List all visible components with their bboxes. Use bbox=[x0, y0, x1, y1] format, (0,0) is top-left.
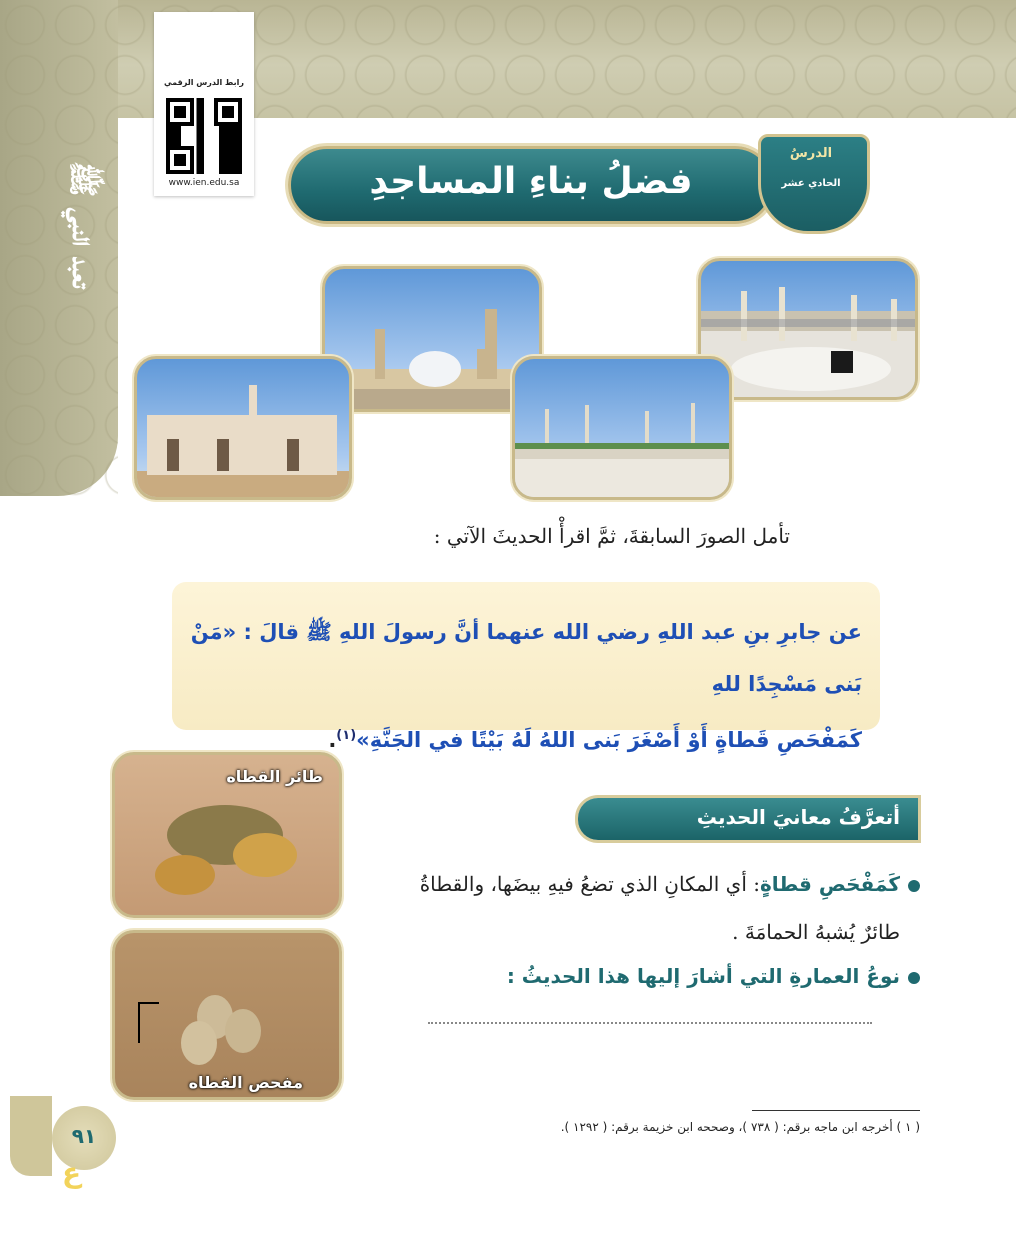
lesson-title: فضلُ بناءِ المساجدِ bbox=[369, 161, 693, 202]
qr-card[interactable] bbox=[154, 12, 254, 196]
section-header bbox=[578, 798, 918, 840]
lesson-badge bbox=[758, 134, 864, 228]
caption-bird: طائر القطاه bbox=[226, 767, 323, 786]
qr-code-icon[interactable] bbox=[166, 98, 242, 174]
header-band bbox=[0, 0, 1016, 118]
list-item bbox=[507, 964, 920, 988]
photo-sandgrouse-nest bbox=[112, 930, 342, 1100]
bullet-icon bbox=[908, 972, 920, 984]
unit-title: تعبد النبي ﷺ bbox=[65, 160, 100, 288]
list-item-continuation: طائرٌ يُشبهُ الحمامَةَ . bbox=[732, 920, 900, 944]
photo-small-mosque bbox=[134, 356, 352, 500]
term-definition: : أي المكانِ الذي تضعُ فيهِ بيضَها، والقطاةُ bbox=[419, 872, 760, 896]
intro-instruction: تأمل الصورَ السابقةَ، ثمَّ اقرأْ الحديثَ الآتي : bbox=[433, 524, 790, 548]
ien-logo-icon: ع bbox=[62, 1156, 82, 1189]
lesson-label: الدرسُ bbox=[789, 146, 833, 161]
hadith-line-2: كَمَفْحَصِ قَطاةٍ أَوْ أَصْغَرَ بَنى اللهُ لَهُ بَيْتًا في الجَنَّةِ» bbox=[356, 728, 862, 752]
section-title: أتعرَّفُ معانيَ الحديثِ bbox=[696, 805, 900, 829]
term-label: كَمَفْحَصِ قطاةٍ bbox=[760, 872, 900, 896]
hadith-box bbox=[172, 582, 880, 752]
caption-nest: مفحص القطاه bbox=[188, 1073, 303, 1092]
list-item bbox=[420, 872, 920, 896]
page-number: ٩١ bbox=[71, 1124, 97, 1148]
hadith-text bbox=[182, 606, 862, 766]
hadith-end: . bbox=[328, 728, 337, 752]
question-label: نوعُ العمارةِ التي أشارَ إليها هذا الحديثُ : bbox=[506, 964, 900, 988]
bullet-icon bbox=[908, 880, 920, 892]
footnote-divider bbox=[752, 1110, 920, 1111]
photo-masjid-nabawi bbox=[512, 356, 732, 500]
hadith-line-1: عن جابرِ بنِ عبد اللهِ رضي الله عنهما أنَّ رسولَ اللهِ ﷺ قالَ : «مَنْ بَنى مَسْجِدًا للهِ bbox=[190, 620, 862, 696]
qr-url[interactable]: www.ien.edu.sa bbox=[168, 178, 240, 188]
footnote: ( ١ ) أخرجه ابن ماجه برقم: ( ٧٣٨ )، وصححه ابن خزيمة برقم: ( ١٢٩٢ ). bbox=[560, 1120, 920, 1134]
photo-sandgrouse bbox=[112, 752, 342, 918]
footer-tab bbox=[10, 1096, 52, 1176]
lesson-title-banner bbox=[288, 146, 774, 224]
answer-line[interactable] bbox=[428, 1022, 872, 1024]
footnote-mark[interactable]: (١) bbox=[336, 728, 357, 743]
lesson-number: الحادي عشر bbox=[781, 178, 841, 189]
qr-label: رابط الدرس الرقمي bbox=[164, 78, 244, 87]
photo-mosque-dome bbox=[322, 266, 542, 412]
